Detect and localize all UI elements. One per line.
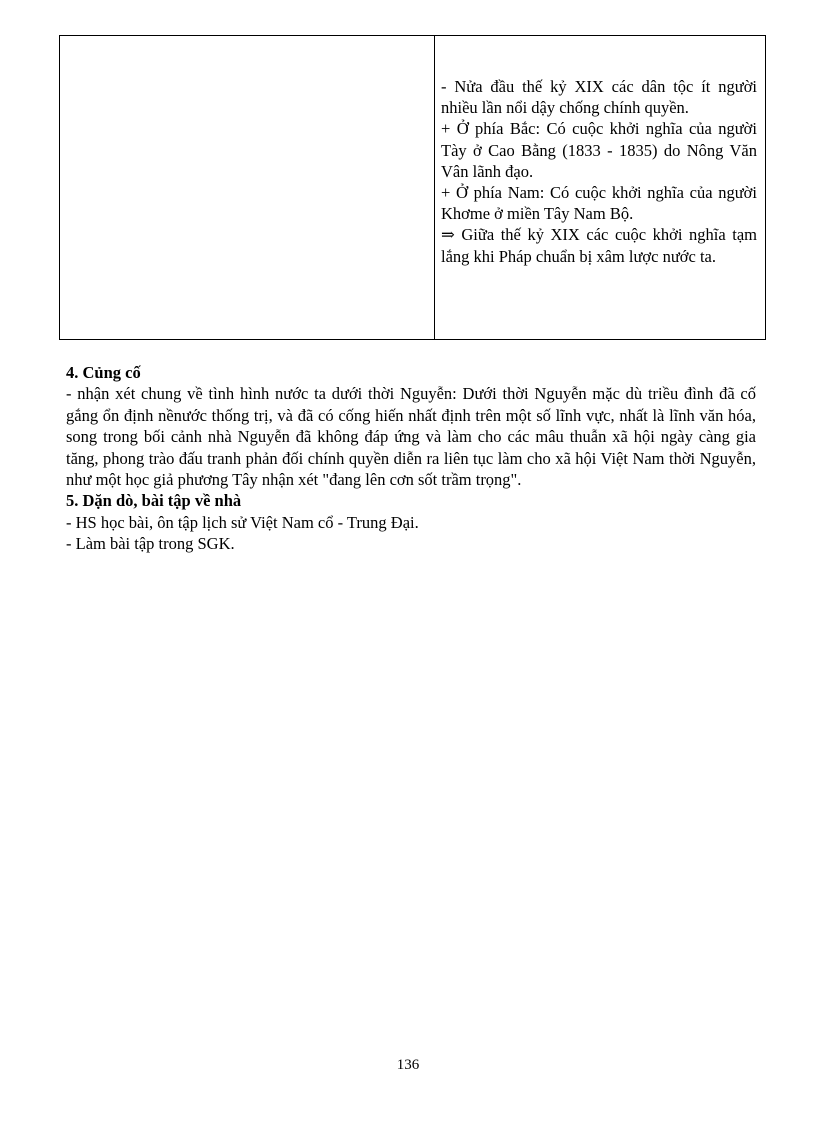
table-left-cell <box>60 36 435 339</box>
table-right-cell <box>435 36 765 339</box>
section-5-heading: 5. Dặn dò, bài tập về nhà <box>66 491 242 511</box>
homework-item: - Làm bài tập trong SGK. <box>66 534 235 554</box>
right-cell-paragraph: + Ở phía Nam: Có cuộc khởi nghĩa của người Khơme ở miền Tây Nam Bộ. <box>441 183 757 224</box>
homework-item: - HS học bài, ôn tập lịch sử Việt Nam cổ - Trung Đại. <box>66 512 419 532</box>
section-4-heading: 4. Củng cố <box>66 363 141 382</box>
page-number: 136 <box>396 1057 420 1073</box>
section-consolidation <box>66 362 756 555</box>
right-cell-paragraph: ⇒ Giữa thế kỷ XIX các cuộc khởi nghĩa tạm lắng khi Pháp chuẩn bị xâm lược nước ta. <box>441 225 757 266</box>
section-4-body: - nhận xét chung về tình hình nước ta dưới thời Nguyễn: Dưới thời Nguyễn mặc dù triều đình đã cố gắng ổn định nềnước thống trị, và đã có cống hiến nhất định trên một số lĩnh vực, nhất là lĩnh văn hóa, song trong bối cảnh nhà Nguyễn đã không đáp ứng và làm cho các mâu thuẫn xã hội ngày càng gia tăng, phong trào đấu tranh phản đối chính quyền diễn ra liên tục làm cho xã hội Việt Nam thời Nguyễn, như một học giả phương Tây nhận xét "đang lên cơn sốt trầm trọng". <box>66 384 756 490</box>
right-cell-paragraph: + Ở phía Bắc: Có cuộc khởi nghĩa của người Tày ở Cao Bằng (1833 - 1835) do Nông Văn Vân lãnh đạo. <box>441 119 757 181</box>
right-cell-paragraph: - Nửa đầu thế kỷ XIX các dân tộc ít người nhiều lần nổi dậy chống chính quyền. <box>441 77 757 118</box>
content-table <box>59 35 766 340</box>
